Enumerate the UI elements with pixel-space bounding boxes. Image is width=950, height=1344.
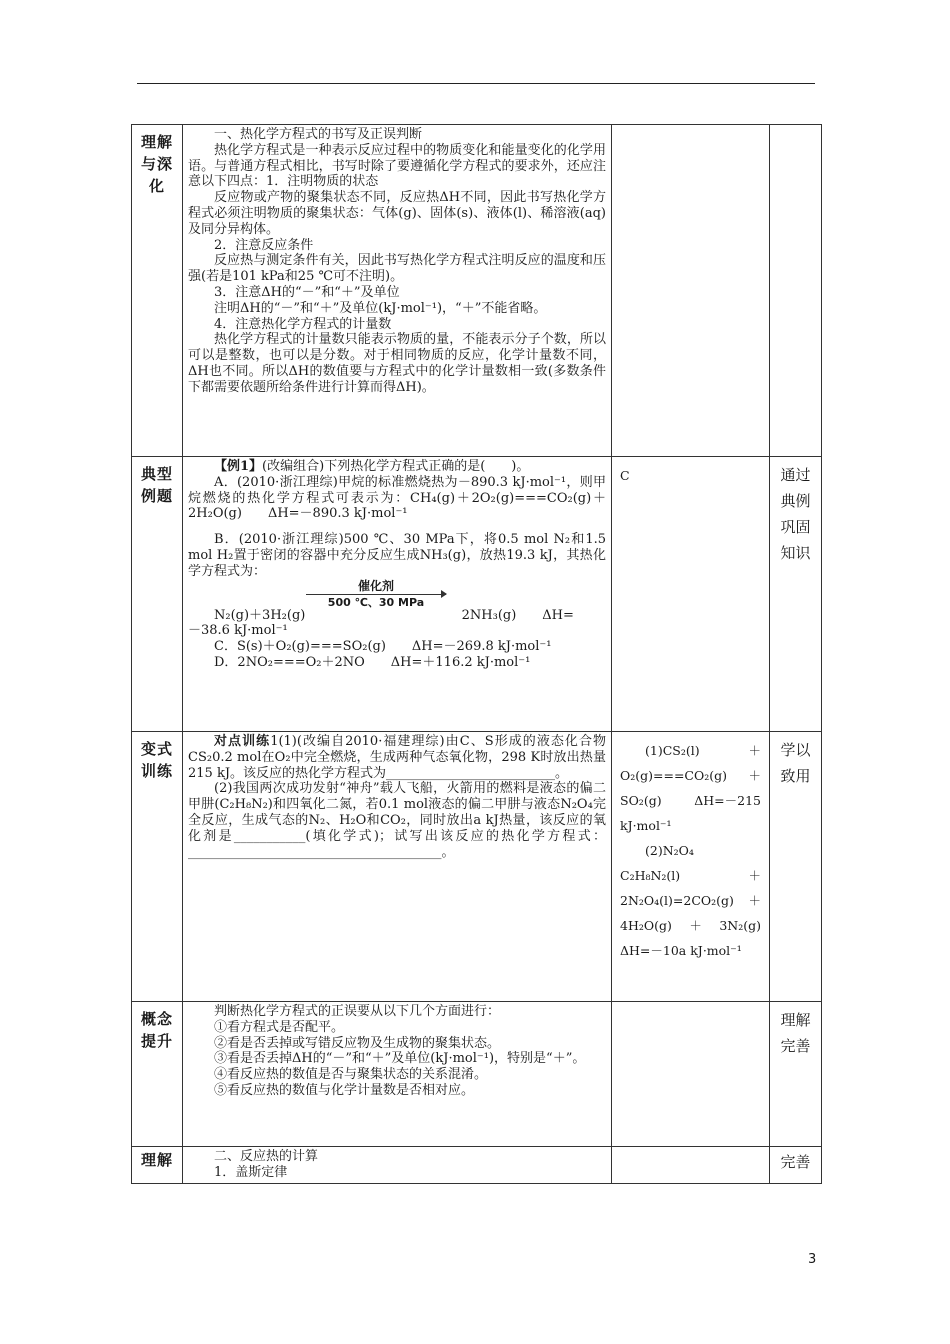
paragraph: 反应物或产物的聚集状态不同，反应热ΔH不同，因此书写热化学方程式必须注明物质的聚集状态：气体(g)、固体(s)、液体(l)、稀溶液(aq)及同分异构体。: [188, 190, 606, 237]
paragraph: 热化学方程式是一种表示反应过程中的物质变化和能量变化的化学用语。与普通方程式相比，书写时除了要遵循化学方程式的要求外，还应注意以下四点：1．注明物质的状态: [188, 142, 606, 190]
content-cell: [183, 732, 612, 1002]
table-row: [132, 457, 822, 732]
concept-point: ②看是否丢掉或写错反应物及生成物的聚集状态。: [214, 1035, 501, 1051]
option-c: C．S(s)＋O₂(g)===SO₂(g) ΔH=－269.8 kJ·mol⁻¹: [214, 639, 552, 655]
example-question-text: (改编组合)下列热化学方程式正确的是( )。: [262, 459, 530, 474]
example-label: 【例1】: [214, 459, 263, 474]
content-cell: [183, 125, 612, 457]
lesson-plan-table: [131, 124, 822, 1184]
answer-line: C₂H₈N₂(l)＋2N₂O₄(l)=2CO₂(g)＋4H₂O(g)＋3N₂(g) ΔH=－10a kJ·mol⁻¹: [620, 868, 774, 958]
purpose-cell: 通过典例巩固知识: [770, 457, 822, 732]
sub-heading: 3．注意ΔH的“－”和“＋”及单位: [214, 284, 400, 300]
training-question-1: [188, 734, 606, 781]
answer-line: (1)CS₂(l)＋O₂(g)===CO₂(g)＋SO₂(g) ΔH=－215 kJ·mol⁻¹: [620, 743, 761, 833]
header-rule: [137, 83, 815, 84]
answer-cell: [612, 1002, 770, 1147]
sub-heading: 4．注意热化学方程式的计量数: [214, 316, 392, 332]
concept-intro: 判断热化学方程式的正误要从以下几个方面进行：: [214, 1004, 501, 1019]
catalyst-label: 催化剂: [357, 578, 394, 593]
purpose-cell: 学以致用: [770, 732, 822, 1002]
table-row: [132, 1147, 822, 1184]
option-a: A．(2010·浙江理综)甲烷的标准燃烧热为－890.3 kJ·mol⁻¹，则甲烷燃烧的热化学方程式可表示为：CH₄(g)＋2O₂(g)===CO₂(g)＋2H₂O(g) ΔH=－890.3 kJ·mol⁻¹: [188, 474, 606, 522]
paragraph: 热化学方程式的计量数只能表示物质的量，不能表示分子个数，所以可以是整数，也可以是分数。对于相同物质的反应，化学计量数不同，ΔH也不同。所以ΔH的数值要与方程式中的化学计量数相一致(多数条件下都需要依题所给条件进行计算而得ΔH)。: [188, 332, 606, 395]
equation-right: 2NH₃(g) ΔH=: [461, 607, 574, 623]
content-cell: [183, 457, 612, 732]
content-cell: [183, 1002, 612, 1147]
answer-cell: [612, 732, 774, 1002]
sub-heading: 1．盖斯定律: [214, 1164, 288, 1180]
table-row: [132, 732, 822, 1002]
page-number: 3: [808, 1252, 817, 1267]
sub-heading: 2．注意反应条件: [214, 237, 314, 253]
training-label: 对点训练: [214, 734, 271, 749]
concept-point: ③看是否丢掉ΔH的“－”和“＋”及单位(kJ·mol⁻¹)，特别是“＋”。: [214, 1051, 586, 1067]
concept-point: ⑤看反应热的数值与化学计量数是否相对应。: [214, 1082, 475, 1098]
concept-point: ①看方程式是否配平。: [214, 1019, 345, 1035]
option-d: D．2NO₂===O₂＋2NO ΔH=＋116.2 kJ·mol⁻¹: [214, 654, 531, 670]
section-heading: 一、热化学方程式的书写及正误判断: [214, 127, 423, 142]
paragraph: 注明ΔH的“－”和“＋”及单位(kJ·mol⁻¹)，“＋”不能省略。: [214, 300, 547, 316]
purpose-cell: 理解完善: [770, 1002, 822, 1147]
content-cell: [183, 1147, 612, 1184]
answer-cell: [612, 125, 770, 457]
answer-cell: [612, 1147, 770, 1184]
phase-cell: 概念提升: [132, 1002, 183, 1147]
purpose-cell: 完善: [770, 1147, 822, 1184]
reaction-arrow: [188, 580, 606, 608]
equation-line: [188, 608, 606, 624]
concept-point: ④看反应热的数值是否与聚集状态的关系混淆。: [214, 1067, 488, 1083]
section-heading: 二、反应热的计算: [214, 1149, 319, 1164]
phase-cell: 理解: [132, 1147, 183, 1184]
training-question-2: (2)我国两次成功发射“神舟”载人飞船，火箭用的燃料是液态的偏二甲肼(C₂H₈N₂)和四氧化二氮，若0.1 mol液态的偏二甲肼与液态N₂O₄完全反应，生成气态的N₂、H₂O和CO₂，同时放出a kJ热量，该反应的氧化剂是___________(填化学式)；试写出该反应的热化学方程式：_______________________________________。: [188, 781, 606, 860]
table-row: [132, 125, 822, 457]
answer-line: (2)N₂O₄: [645, 843, 694, 858]
table-row: [132, 1002, 822, 1147]
example-question: [188, 459, 606, 475]
training-q1-text: 1(1)(改编自2010·福建理综)由C、S形成的液态化合物CS₂0.2 mol在O₂中完全燃烧，生成两种气态氧化物，298 K时放出热量215 kJ。该反应的热化学方程式为__________________________。: [188, 734, 606, 781]
arrow-icon: [306, 594, 446, 595]
phase-cell: 典型例题: [132, 457, 183, 732]
phase-cell: 理解与深化: [132, 125, 183, 457]
phase-cell: 变式训练: [132, 732, 183, 1002]
equation-left: N₂(g)＋3H₂(g): [214, 607, 306, 623]
condition-label: 500 ℃、30 MPa: [327, 595, 425, 609]
purpose-cell: [770, 125, 822, 457]
paragraph: 反应热与测定条件有关，因此书写热化学方程式注明反应的温度和压强(若是101 kPa和25 ℃可不注明)。: [188, 253, 606, 285]
option-b: B．(2010·浙江理综)500 ℃、30 MPa下，将0.5 mol N₂和1.5 mol H₂置于密闭的容器中充分反应生成NH₃(g)，放热19.3 kJ，其热化学方程式为：: [188, 532, 606, 579]
answer-cell: C: [612, 457, 770, 732]
equation-value: －38.6 kJ·mol⁻¹: [188, 623, 288, 639]
